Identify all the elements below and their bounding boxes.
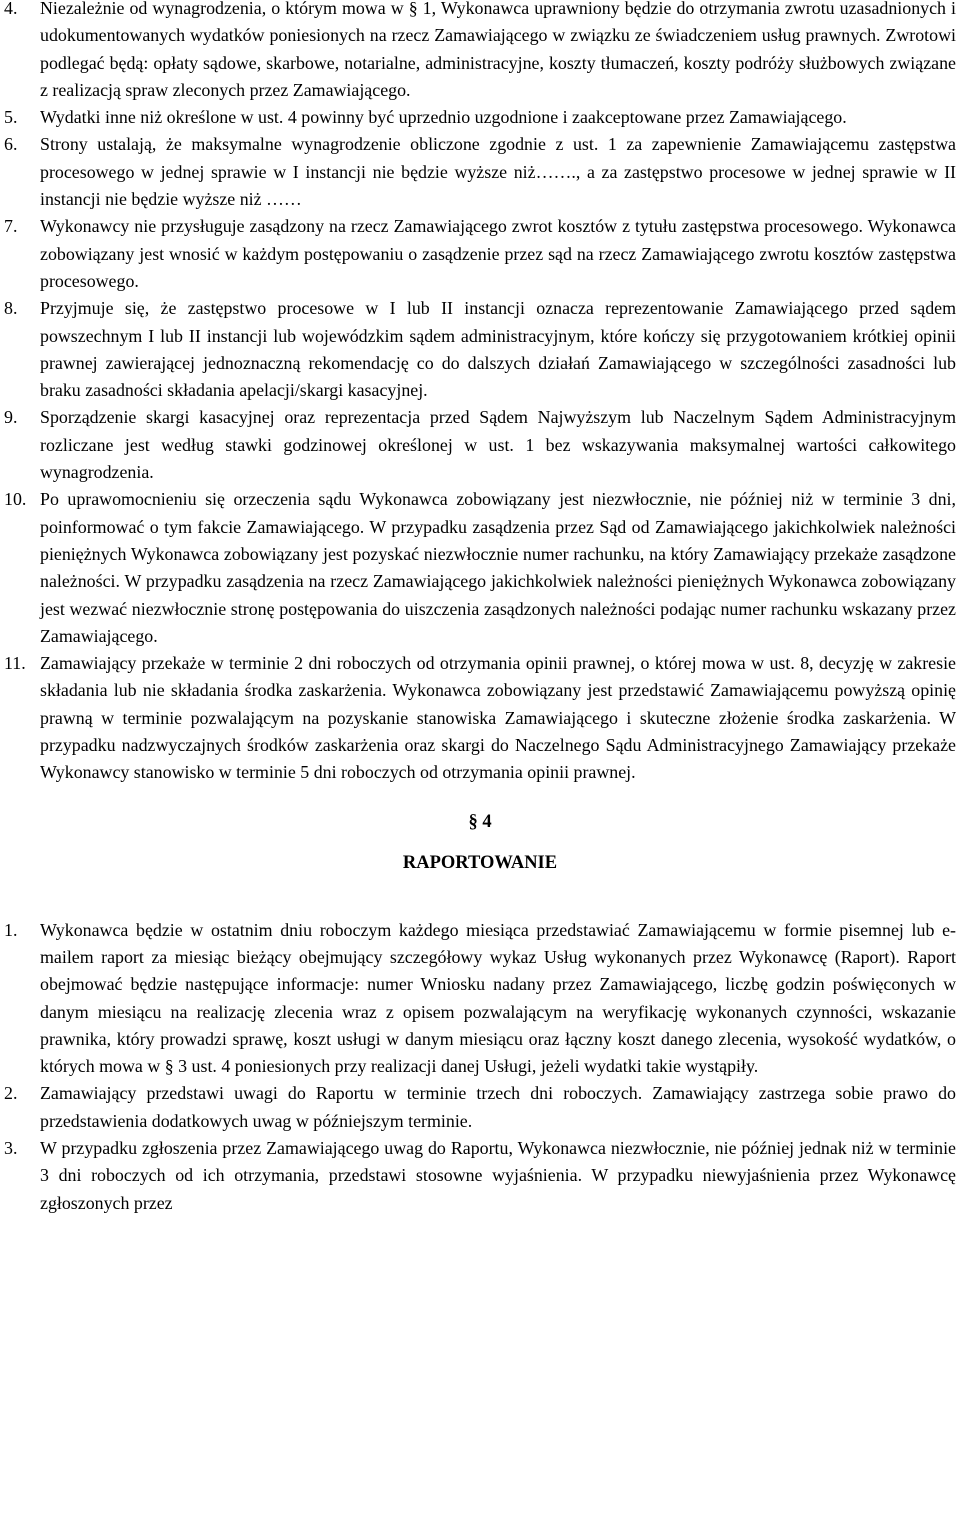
clause-text: Wykonawca będzie w ostatnim dniu roboczym każdego miesiąca przedstawiać Zamawiającemu w formie pisemnej lub e-mailem raport za miesiąc bieżący obejmujący szczegółowy wykaz Usług wykonanych przez Wykonawcę (Raport). Raport obejmować będzie następujące informacje: numer Wniosku nadany przez Zamawiającego, liczbę godzin poświęconych w danym miesiącu na realizację zlecenia wraz z opisem pozwalającym na weryfikację wykonanych czynności, wskazanie prawnika, który prowadzi sprawę, koszt usługi w danym miesiącu oraz łączny koszt danego zlecenia, wysokość wydatków, o których mowa w § 3 ust. 4 poniesionych przy realizacji danej Usługi, jeżeli wydatki takie wystąpiły. bbox=[40, 919, 956, 1077]
clause-3-4 bbox=[4, 0, 956, 104]
clause-3-6 bbox=[4, 131, 956, 213]
clause-text: Wykonawcy nie przysługuje zasądzony na rzecz Zamawiającego zwrot kosztów z tytułu zastępstwa procesowego. Wykonawca zobowiązany jest wnosić w każdym postępowaniu o zasądzenie przez sąd na rzecz Zamawiającego zwrotu kosztów zastępstwa procesowego. bbox=[40, 216, 956, 291]
document-page bbox=[4, 0, 956, 1217]
clause-3-9 bbox=[4, 404, 956, 486]
section-sign: § 4 bbox=[468, 811, 492, 832]
clause-text: W przypadku zgłoszenia przez Zamawiającego uwag do Raportu, Wykonawca niezwłocznie, nie później jednak niż w terminie 3 dni roboczych od ich otrzymania, przedstawi stosowne wyjaśnienia. W przypadku niewyjaśnienia przez Wykonawcę zgłoszonych przez bbox=[40, 1137, 956, 1213]
clause-4-1 bbox=[4, 917, 956, 1081]
clause-3-7 bbox=[4, 213, 956, 295]
clause-text: Wydatki inne niż określone w ust. 4 powinny być uprzednio uzgodnione i zaakceptowane przez Zamawiającego. bbox=[40, 107, 847, 128]
section-title: RAPORTOWANIE bbox=[402, 852, 558, 873]
clause-text: Sporządzenie skargi kasacyjnej oraz reprezentacja przed Sądem Najwyższym lub Naczelnym Sądem Administracyjnym rozliczane jest według stawki godzinowej określonej w ust. 1 bez wskazywania maksymalnej wartości całkowitego wynagrodzenia. bbox=[40, 407, 956, 483]
clause-text: Przyjmuje się, że zastępstwo procesowe w I lub II instancji oznacza reprezentowanie Zamawiającego przed sądem powszechnym I lub II instancji lub wojewódzkim sądem administracyjnym, które kończy się przygotowaniem krótkiej opinii prawnej zawierającej jednoznaczną rekomendację co do dalszych działań Zamawiającego w szczególności zasadności lub braku zasadności składania apelacji/skargi kasacyjnej. bbox=[40, 298, 956, 401]
clause-number: 5. bbox=[4, 107, 18, 128]
clause-3-11 bbox=[4, 650, 956, 786]
clause-number: 2. bbox=[4, 1083, 18, 1104]
clause-3-5 bbox=[4, 104, 956, 131]
clause-3-10 bbox=[4, 486, 956, 650]
clause-number: 6. bbox=[4, 134, 18, 155]
clause-text: Niezależnie od wynagrodzenia, o którym mowa w § 1, Wykonawca uprawniony będzie do otrzymania zwrotu uzasadnionych i udokumentowanych wydatków poniesionych na rzecz Zamawiającego w związku ze świadczeniem usług prawnych. Zwrotowi podlegać będą: opłaty sądowe, skarbowe, notarialne, administracyjne, koszty tłumaczeń, koszty podróży służbowych związane z realizacją spraw zleconych przez Zamawiającego. bbox=[40, 0, 956, 100]
clause-text: Strony ustalają, że maksymalne wynagrodzenie obliczone zgodnie z ust. 1 za zapewnienie Zamawiającemu zastępstwa procesowego w jednej sprawie w I instancji nie będzie wyższe niż……., a za zastępstwo procesowe w jednej sprawie w II instancji nie będzie wyższe niż …… bbox=[40, 134, 956, 210]
clause-number: 7. bbox=[4, 216, 18, 237]
clause-number: 9. bbox=[4, 407, 18, 428]
clause-number: 1. bbox=[4, 919, 18, 940]
clause-text: Zamawiający przekaże w terminie 2 dni roboczych od otrzymania opinii prawnej, o której mowa w ust. 8, decyzję w zakresie składania lub nie składania środka zaskarżenia. Wykonawca zobowiązany jest przedstawić Zamawiającemu powyższą opinię prawną w terminie pozwalającym na pozyskanie stanowiska Zamawiającego i skuteczne złożenie środka zaskarżenia. W przypadku nadzwyczajnych środków zaskarżenia oraz skargi do Naczelnego Sądu Administracyjnego Zamawiający przekaże Wykonawcy stanowisko w terminie 5 dni roboczych od otrzymania opinii prawnej. bbox=[40, 653, 956, 783]
clause-number: 3. bbox=[4, 1137, 18, 1158]
clause-text: Zamawiający przedstawi uwagi do Raportu w terminie trzech dni roboczych. Zamawiający zastrzega sobie prawo do przedstawienia dodatkowych uwag w późniejszym terminie. bbox=[40, 1083, 956, 1131]
clause-number: 10. bbox=[4, 489, 27, 510]
clause-4-2 bbox=[4, 1080, 956, 1135]
clause-number: 8. bbox=[4, 298, 18, 319]
clause-3-8 bbox=[4, 295, 956, 404]
clause-text: Po uprawomocnieniu się orzeczenia sądu Wykonawca zobowiązany jest niezwłocznie, nie później niż w terminie 3 dni, poinformować o tym fakcie Zamawiającego. W przypadku zasądzenia przez Sąd od Zamawiającego jakichkolwiek należności pieniężnych Wykonawca zobowiązany jest pozyskać niezwłocznie numer rachunku, na który Zamawiający przekaże zasądzone należności. W przypadku zasądzenia na rzecz Zamawiającego jakichkolwiek należności pieniężnych Wykonawca zobowiązany jest wezwać niezwłocznie stronę postępowania do uiszczenia zasądzonych należności podając numer rachunku wskazany przez Zamawiającego. bbox=[40, 489, 956, 646]
clause-number: 11. bbox=[4, 653, 26, 674]
clause-4-3 bbox=[4, 1135, 956, 1217]
clause-number: 4. bbox=[4, 0, 18, 18]
